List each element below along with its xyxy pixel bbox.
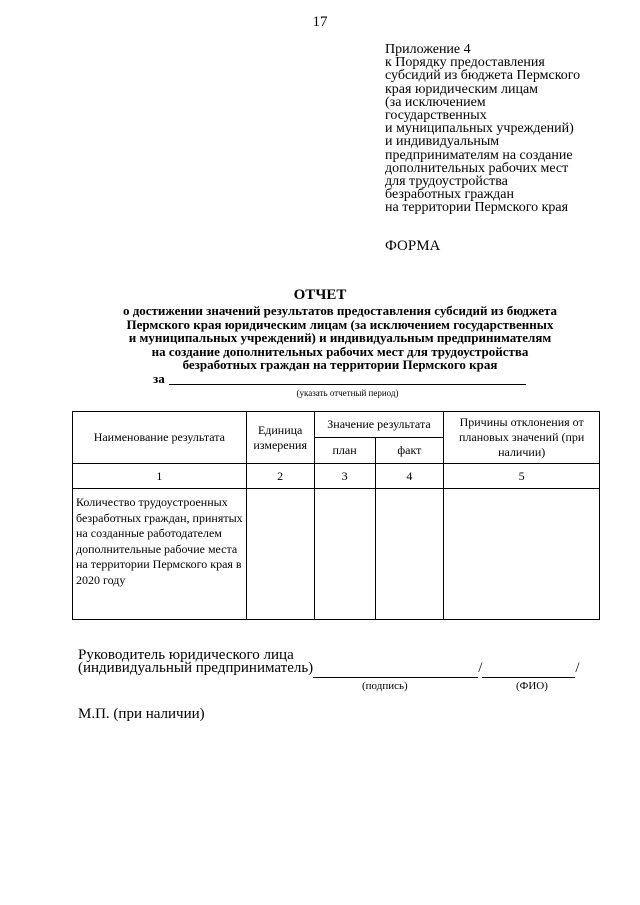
column-number: 2 bbox=[246, 464, 314, 489]
appendix-line: и индивидуальным bbox=[385, 134, 500, 150]
subtitle-line: на создание дополнительных рабочих мест для трудоустройства bbox=[151, 343, 529, 359]
signature-hint: (подпись) bbox=[362, 680, 408, 692]
appendix-line: на территории Пермского края bbox=[385, 200, 569, 216]
table-row bbox=[73, 489, 600, 620]
subtitle-line: и муниципальных учреждений) и индивидуальным предпринимателям bbox=[128, 330, 552, 345]
appendix-line: субсидий из бюджета Пермского bbox=[385, 68, 581, 84]
document-subtitle bbox=[70, 304, 610, 372]
appendix-line: (за исключением bbox=[385, 94, 486, 110]
subtitle-line: безработных граждан на территории Пермского края bbox=[182, 357, 498, 372]
report-table bbox=[72, 411, 600, 620]
stamp-label: М.П. (при наличии) bbox=[78, 706, 205, 722]
column-number: 1 bbox=[73, 464, 247, 489]
appendix-line: дополнительных рабочих мест bbox=[385, 160, 569, 176]
appendix-line: государственных bbox=[385, 108, 487, 124]
name-hint: (ФИО) bbox=[516, 680, 548, 692]
separator: / bbox=[478, 660, 483, 676]
header-fact: факт bbox=[375, 438, 444, 464]
period-input-line[interactable] bbox=[169, 384, 526, 385]
appendix-line: края юридическим лицам bbox=[385, 81, 539, 97]
form-label: ФОРМА bbox=[385, 238, 441, 254]
period-prefix: за bbox=[153, 371, 165, 386]
appendix-line: для трудоустройства bbox=[385, 174, 508, 190]
column-number: 4 bbox=[375, 464, 444, 489]
appendix-line: и муниципальных учреждений) bbox=[385, 121, 574, 137]
table-header-row bbox=[73, 412, 600, 438]
unit-cell[interactable] bbox=[246, 489, 314, 620]
period-hint: (указать отчетный период) bbox=[296, 388, 399, 398]
reasons-cell[interactable] bbox=[444, 489, 600, 620]
page-number: 17 bbox=[312, 14, 328, 30]
appendix-block bbox=[385, 43, 580, 215]
header-name: Наименование результата bbox=[73, 412, 247, 464]
header-unit: Единица измерения bbox=[246, 412, 314, 464]
column-number-row bbox=[73, 464, 600, 489]
signatory-subtitle: (индивидуальный предприниматель) bbox=[78, 660, 314, 676]
subtitle-line: Пермского края юридическим лицам (за исключением государственных bbox=[126, 316, 554, 332]
fact-cell[interactable] bbox=[375, 489, 444, 620]
column-number: 3 bbox=[314, 464, 375, 489]
appendix-line: к Порядку предоставления bbox=[385, 55, 545, 71]
header-plan: план bbox=[314, 438, 375, 464]
signature-field[interactable] bbox=[313, 660, 478, 678]
signatory-line bbox=[78, 660, 580, 678]
separator: / bbox=[575, 660, 580, 676]
result-name-cell: Количество трудоустроенных безработных граждан, принятых на созданные работодателем дополнительные рабочие места на территории Пермского края в 2020 году bbox=[73, 489, 247, 620]
document-title: ОТЧЕТ bbox=[293, 287, 347, 303]
plan-cell[interactable] bbox=[314, 489, 375, 620]
name-field[interactable] bbox=[482, 660, 575, 678]
column-number: 5 bbox=[444, 464, 600, 489]
signatory-title: Руководитель юридического лица bbox=[78, 647, 294, 663]
header-reasons: Причины отклонения от плановых значений (при наличии) bbox=[444, 412, 600, 464]
appendix-line: Приложение 4 bbox=[385, 42, 471, 57]
appendix-line: безработных граждан bbox=[385, 187, 514, 203]
appendix-line: предпринимателям на создание bbox=[385, 147, 573, 163]
header-value-group: Значение результата bbox=[314, 412, 444, 438]
subtitle-line: о достижении значений результатов предоставления субсидий из бюджета bbox=[122, 303, 558, 318]
